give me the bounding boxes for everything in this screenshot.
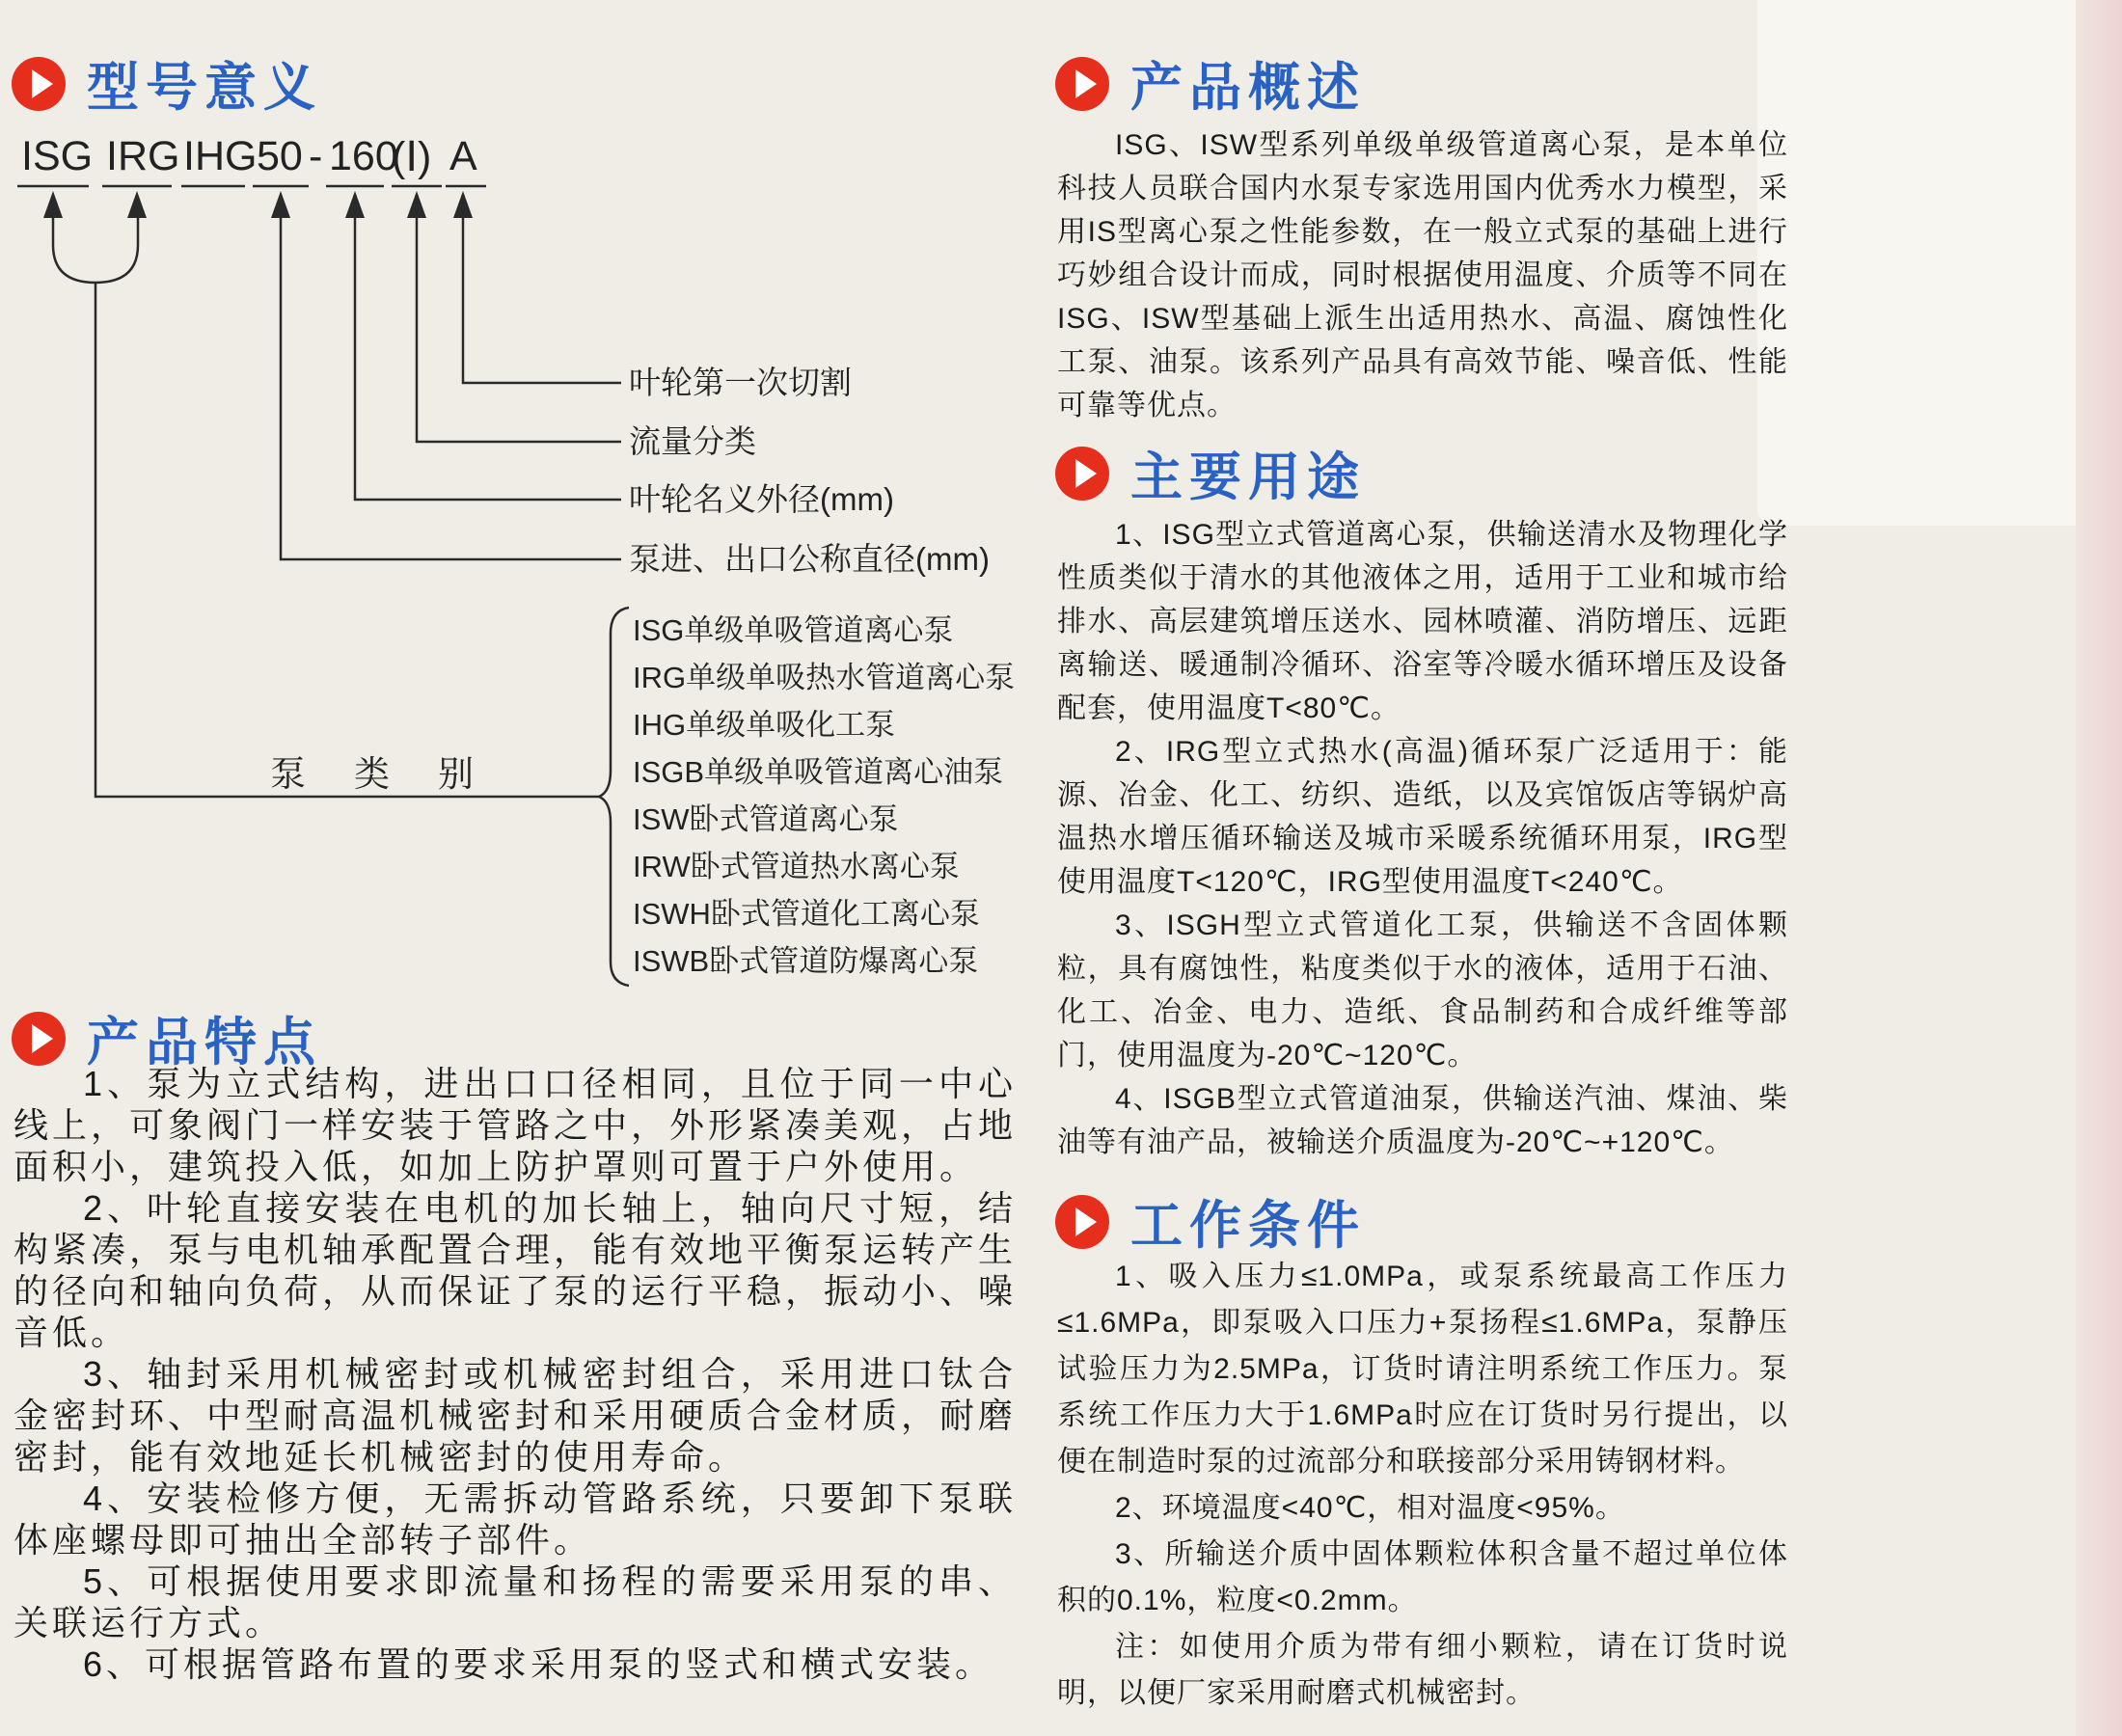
model-code-segment: (Ⅰ) — [392, 134, 432, 180]
model-code-segment: IHG — [183, 133, 258, 179]
scan-edge-strip — [2076, 0, 2122, 1736]
feature-paragraph: 6、可根据管路布置的要求采用泵的竖式和横式安装。 — [83, 1644, 994, 1684]
feature-paragraph: 4、安装检修方便，无需拆动管路系统，只要卸下泵联体座螺母即可抽出全部转子部件。 — [14, 1478, 1017, 1560]
uses-paragraph: 2、IRG型立式热水(高温)循环泵广泛适用于：能源、冶金、化工、纺织、造纸，以及宾馆饭店等锅炉高温热水增压循环输送及城市采暖系统循环用泵，IRG型使用温度T<120℃，IRG型使用温度T<240℃。 — [1057, 736, 1788, 898]
feature-paragraph: 5、可根据使用要求即流量和扬程的需要采用泵的串、关联运行方式。 — [14, 1561, 1017, 1642]
model-code-diagram — [0, 0, 1051, 1003]
callout-label: 流量分类 — [629, 423, 756, 459]
pump-category-label: 泵类别 — [270, 754, 522, 794]
model-code-segment: IRG — [106, 133, 180, 179]
model-code-segment: ISG — [21, 133, 94, 179]
uses-paragraph: 1、ISG型立式管道离心泵，供输送清水及物理化学性质类似于清水的其他液体之用，适用于工业和城市给排水、高层建筑增压送水、园林喷灌、消防增压、远距离输送、暖通制冷循环、浴室等冷暖水循环增压及设备配套，使用温度T<80℃。 — [1057, 519, 1788, 724]
feature-paragraph: 3、轴封采用机械密封或机械密封组合，采用进口钛合金密封环、中型耐高温机械密封和采用硬质合金材质，耐磨密封，能有效地延长机械密封的使用寿命。 — [14, 1354, 1018, 1477]
red-play-bullet-icon — [1055, 447, 1109, 501]
red-play-bullet-icon — [1055, 57, 1109, 111]
model-code-segment: - — [309, 133, 323, 179]
feature-paragraph: 1、泵为立式结构，进出口口径相同，且位于同一中心线上，可象阀门一样安装于管路之中，外形紧凑美观，占地面积小，建筑投入低，如加上防护罩则可置于户外使用。 — [14, 1064, 1018, 1186]
pump-type-item: ISW卧式管道离心泵 — [633, 802, 899, 836]
red-play-bullet-icon — [12, 1012, 66, 1066]
feature-paragraph: 2、叶轮直接安装在电机的加长轴上，轴向尺寸短，结构紧凑，泵与电机轴承配置合理，能有效地平衡泵运转产生的径向和轴向负荷，从而保证了泵的运行平稳，振动小、噪音低。 — [14, 1188, 1018, 1352]
scan-light-patch — [1757, 0, 2090, 526]
overview-title: 产品概述 — [1130, 59, 1366, 117]
model-code-segment: 50 — [257, 133, 303, 179]
callout-label: 叶轮名义外径(mm) — [629, 481, 894, 517]
section-heading-conditions — [1055, 1184, 1366, 1259]
pump-type-item: ISG单级单吸管道离心泵 — [633, 613, 954, 647]
callout-label: 叶轮第一次切割 — [629, 365, 852, 400]
features-title: 产品特点 — [87, 1014, 322, 1071]
uses-title: 主要用途 — [1130, 448, 1366, 506]
uses-paragraphs — [1057, 513, 1788, 1164]
pump-type-item: IRG单级单吸热水管道离心泵 — [633, 661, 1016, 694]
callout-label: 泵进、出口公称直径(mm) — [629, 541, 990, 577]
pump-type-item: IHG单级单吸化工泵 — [633, 708, 896, 742]
section-heading-uses — [1055, 436, 1366, 510]
overview-paragraph: ISG、ISW型系列单级单级管道离心泵，是本单位科技人员联合国内水泵专家选用国内优秀水力模型，采用IS型离心泵之性能参数，在一般立式泵的基础上进行巧妙组合设计而成，同时根据使用温度、介质等不同在ISG、ISW型基础上派生出适用热水、高温、腐蚀性化工泵、油泵。该系列产品具有高效节能、噪音低、性能可靠等优点。 — [1057, 129, 1788, 421]
conditions-paragraph: 2、环境温度<40℃，相对温度<95%。 — [1115, 1492, 1625, 1524]
uses-paragraph: 3、ISGH型立式管道化工泵，供输送不含固体颗粒，具有腐蚀性，粘度类似于水的液体，适用于石油、化工、冶金、电力、造纸、食品制药和合成纤维等部门，使用温度为-20℃~120℃。 — [1057, 909, 1788, 1071]
conditions-paragraph: 1、吸入压力≤1.0MPa，或泵系统最高工作压力≤1.6MPa，即泵吸入口压力+泵扬程≤1.6MPa，泵静压试验压力为2.5MPa，订货时请注明系统工作压力。泵系统工作压力大于1.6MPa时应在订货时另行提出，以便在制造时泵的过流部分和联接部分采用铸钢材料。 — [1057, 1261, 1788, 1478]
model-code-segment: 160 — [329, 133, 398, 179]
features-paragraphs — [14, 1063, 1017, 1685]
red-play-bullet-icon — [1055, 1195, 1109, 1249]
pump-type-item: ISWH卧式管道化工离心泵 — [633, 897, 980, 931]
conditions-paragraphs — [1057, 1254, 1788, 1717]
pump-type-item: ISWB卧式管道防爆离心泵 — [633, 944, 979, 978]
model-meaning-title: 型号意义 — [87, 59, 322, 117]
overview-paragraphs — [1057, 123, 1788, 427]
uses-paragraph: 4、ISGB型立式管道油泵，供输送汽油、煤油、柴油等有油产品，被输送介质温度为-20℃~+120℃。 — [1057, 1083, 1788, 1158]
pump-type-item: IRW卧式管道热水离心泵 — [633, 850, 960, 883]
conditions-note: 注：如使用介质为带有细小颗粒，请在订货时说明，以便厂家采用耐磨式机械密封。 — [1057, 1631, 1788, 1709]
conditions-title: 工作条件 — [1130, 1197, 1366, 1255]
conditions-paragraph: 3、所输送介质中固体颗粒体积含量不超过单位体积的0.1%，粒度<0.2mm。 — [1057, 1538, 1788, 1616]
model-code-segment: A — [449, 133, 477, 179]
section-heading-overview — [1055, 46, 1366, 121]
pump-type-item: ISGB单级单吸管道离心油泵 — [633, 755, 1004, 789]
